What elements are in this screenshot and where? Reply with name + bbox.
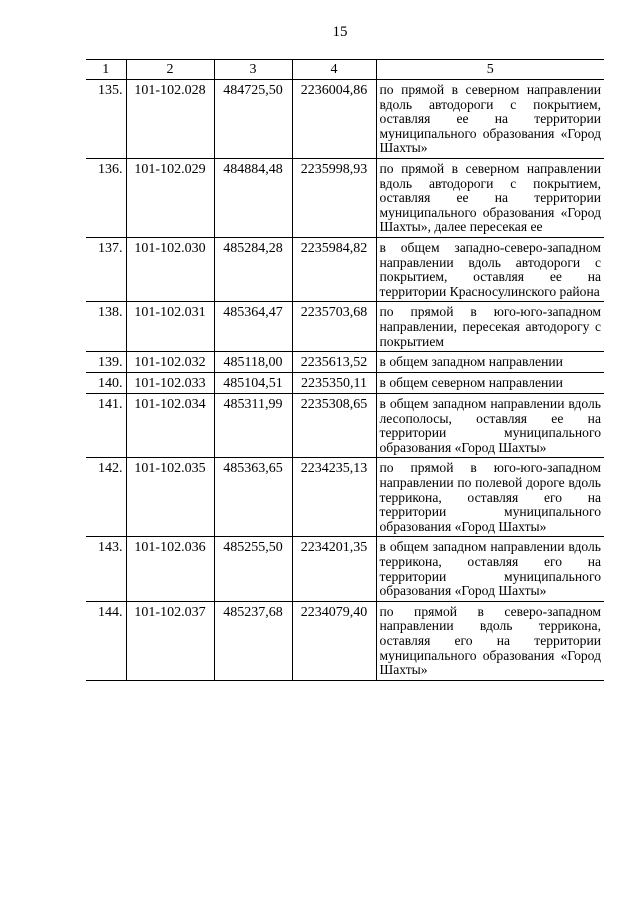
row-number: 142. bbox=[86, 458, 126, 537]
table-row bbox=[86, 237, 604, 301]
row-number: 139. bbox=[86, 352, 126, 373]
row-number: 140. bbox=[86, 373, 126, 394]
coord-x: 485237,68 bbox=[214, 601, 292, 680]
point-id: 101-102.032 bbox=[126, 352, 214, 373]
header-col-2: 2 bbox=[126, 60, 214, 80]
coord-y: 2234079,40 bbox=[292, 601, 376, 680]
coord-x: 485364,47 bbox=[214, 302, 292, 352]
coord-y: 2235613,52 bbox=[292, 352, 376, 373]
coord-y: 2234201,35 bbox=[292, 537, 376, 601]
coord-x: 485311,99 bbox=[214, 394, 292, 458]
table-row bbox=[86, 352, 604, 373]
header-col-3: 3 bbox=[214, 60, 292, 80]
row-number: 144. bbox=[86, 601, 126, 680]
boundary-description: по прямой в северо-западном направлении вдоль терриконa, оставляя его на территории муниципального образования «Город Шахты» bbox=[376, 601, 604, 680]
table-row bbox=[86, 458, 604, 537]
coord-y: 2235998,93 bbox=[292, 158, 376, 237]
page-number: 15 bbox=[332, 24, 348, 40]
coord-y: 2235308,65 bbox=[292, 394, 376, 458]
table-row bbox=[86, 537, 604, 601]
coord-x: 485104,51 bbox=[214, 373, 292, 394]
coord-x: 485284,28 bbox=[214, 237, 292, 301]
boundary-description: по прямой в северном направлении вдоль автодороги с покрытием, оставляя ее на территории муниципального образования «Город Шахты», далее пересекая ее bbox=[376, 158, 604, 237]
coord-x: 484884,48 bbox=[214, 158, 292, 237]
boundary-description: в общем западном направлении вдоль терриконa, оставляя его на территории муниципального образования «Город Шахты» bbox=[376, 537, 604, 601]
table-row bbox=[86, 302, 604, 352]
row-number: 138. bbox=[86, 302, 126, 352]
point-id: 101-102.034 bbox=[126, 394, 214, 458]
boundary-description: в общем западном направлении вдоль лесополосы, оставляя ее на территории муниципального образования «Город Шахты» bbox=[376, 394, 604, 458]
coord-x: 484725,50 bbox=[214, 80, 292, 159]
header-col-5: 5 bbox=[376, 60, 604, 80]
row-number: 143. bbox=[86, 537, 126, 601]
point-id: 101-102.035 bbox=[126, 458, 214, 537]
row-number: 136. bbox=[86, 158, 126, 237]
table-row bbox=[86, 80, 604, 159]
row-number: 141. bbox=[86, 394, 126, 458]
boundary-description: в общем северном направлении bbox=[376, 373, 604, 394]
table-header-row bbox=[86, 60, 604, 80]
coord-y: 2235984,82 bbox=[292, 237, 376, 301]
point-id: 101-102.037 bbox=[126, 601, 214, 680]
boundary-description: в общем западном направлении bbox=[376, 352, 604, 373]
boundary-description: в общем западно-северо-западном направлении вдоль автодороги с покрытием, оставляя ее на территории Красносулинского района bbox=[376, 237, 604, 301]
header-col-4: 4 bbox=[292, 60, 376, 80]
row-number: 135. bbox=[86, 80, 126, 159]
point-id: 101-102.036 bbox=[126, 537, 214, 601]
row-number: 137. bbox=[86, 237, 126, 301]
boundary-coordinates-table bbox=[86, 59, 604, 681]
coord-x: 485118,00 bbox=[214, 352, 292, 373]
point-id: 101-102.029 bbox=[126, 158, 214, 237]
coord-x: 485363,65 bbox=[214, 458, 292, 537]
table-row bbox=[86, 373, 604, 394]
coord-x: 485255,50 bbox=[214, 537, 292, 601]
header-col-1: 1 bbox=[86, 60, 126, 80]
coord-y: 2235703,68 bbox=[292, 302, 376, 352]
point-id: 101-102.033 bbox=[126, 373, 214, 394]
table-row bbox=[86, 394, 604, 458]
coord-y: 2234235,13 bbox=[292, 458, 376, 537]
boundary-description: по прямой в юго-юго-западном направлении, пересекая автодорогу с покрытием bbox=[376, 302, 604, 352]
boundary-description: по прямой в юго-юго-западном направлении по полевой дороге вдоль терриконa, оставляя его на территории муниципального образования «Город Шахты» bbox=[376, 458, 604, 537]
coord-y: 2235350,11 bbox=[292, 373, 376, 394]
coord-y: 2236004,86 bbox=[292, 80, 376, 159]
table-row bbox=[86, 601, 604, 680]
table-row bbox=[86, 158, 604, 237]
point-id: 101-102.030 bbox=[126, 237, 214, 301]
point-id: 101-102.028 bbox=[126, 80, 214, 159]
point-id: 101-102.031 bbox=[126, 302, 214, 352]
boundary-description: по прямой в северном направлении вдоль автодороги с покрытием, оставляя ее на территории муниципального образования «Город Шахты» bbox=[376, 80, 604, 159]
